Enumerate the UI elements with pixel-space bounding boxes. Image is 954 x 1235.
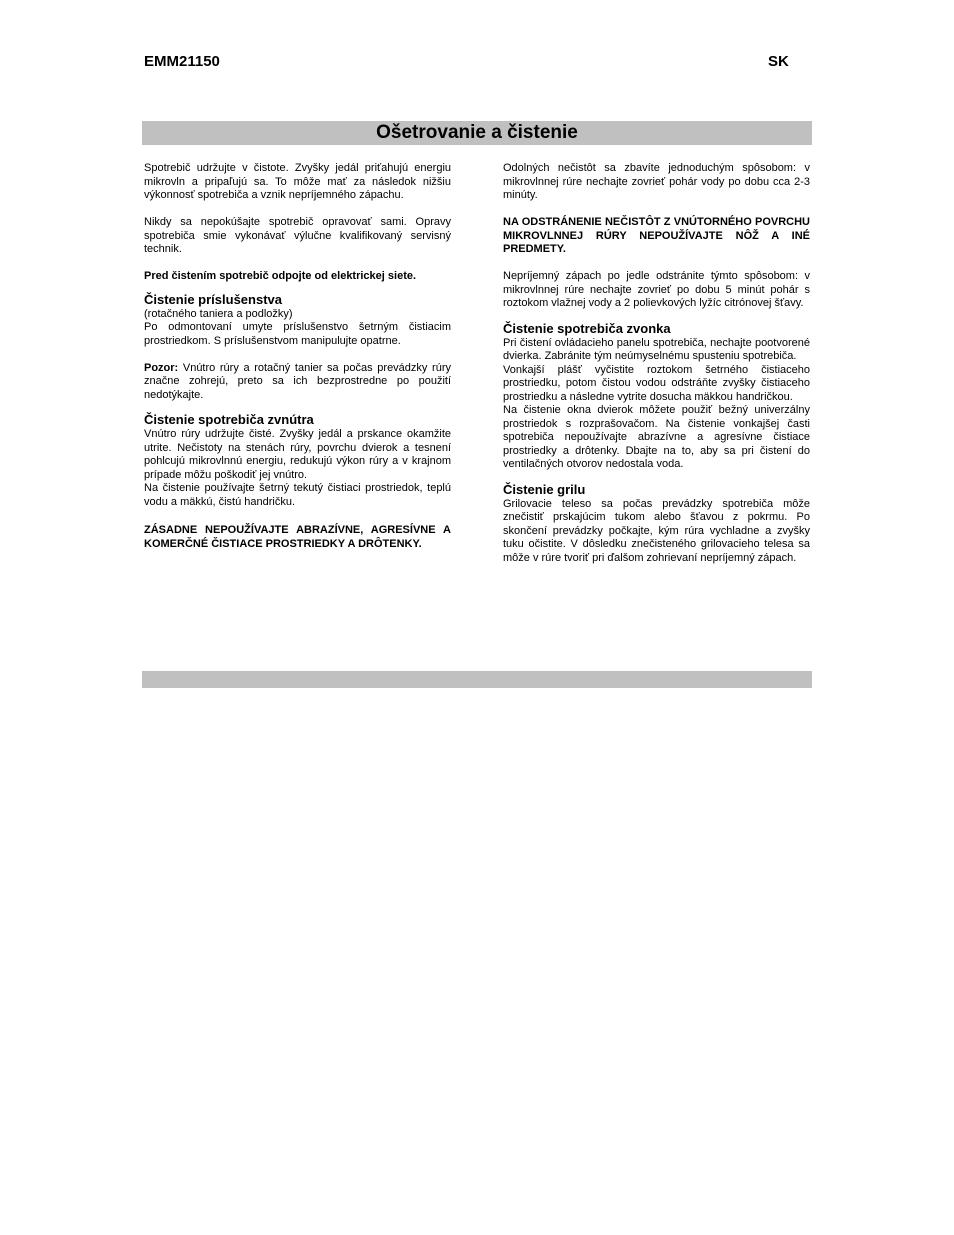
odor-paragraph: Nepríjemný zápach po jedle odstránite týmto spôsobom: v mikrovlnnej rúre nechajte zovrieť po dobu 5 minút pohár s roztokom vlažnej vody a 2 polievkových lyžíc citrónovej šťavy. <box>503 270 810 309</box>
door-window-paragraph: Na čistenie okna dvierok môžete použiť bežný univerzálny prostriedok s rozprašovačom. Na čistenie vonkajšej časti spotrebiča nepoužívajte abrazívne a agresívne čistiace prostriedky a drôtenky. Dbajte na to, aby sa pri čistení do ventilačných otvorov nedostala voda. <box>503 404 810 470</box>
page-title: Ošetrovanie a čistenie <box>376 122 578 143</box>
caution-paragraph <box>144 362 451 403</box>
heading-accessories-cleaning: Čistenie príslušenstva <box>144 291 282 307</box>
title-bar <box>142 121 812 145</box>
accessories-subtitle: (rotačného taniera a podložky) <box>144 307 293 320</box>
stubborn-dirt-paragraph: Odolných nečistôt sa zbavíte jednoduchým spôsobom: v mikrovlnnej rúre nechajte zovrieť pohár vody po dobu cca 2-3 minúty. <box>503 162 810 201</box>
accessories-paragraph: Po odmontovaní umyte príslušenstvo šetrným čistiacim prostriedkom. S príslušenstvom manipulujte opatrne. <box>144 321 451 347</box>
unplug-notice: Pred čistením spotrebič odpojte od elektrickej siete. <box>144 270 417 282</box>
interior-paragraph: Vnútro rúry udržujte čisté. Zvyšky jedál a prskance okamžite utrite. Nečistoty na stenách rúry, povrchu dvierok a tesnení pohlcujú mikrovlnnú energiu, redukujú výkon rúry a v krajnom prípade môžu poškodiť jej vnútro. <box>144 428 451 481</box>
model-number: EMM21150 <box>144 53 220 70</box>
right-column <box>503 162 810 565</box>
interior-detergent-paragraph: Na čistenie používajte šetrný tekutý čistiaci prostriedok, teplú vodu a mäkkú, čistú handričku. <box>144 482 451 508</box>
knife-warning: NA ODSTRÁNENIE NEČISTÔT Z VNÚTORNÉHO POVRCHU MIKROVLNNEJ RÚRY NEPOUŽÍVAJTE NÔŽ A INÉ PREDMETY. <box>503 216 810 255</box>
caution-label: Pozor: <box>144 361 179 374</box>
caution-text: Vnútro rúry a rotačný tanier sa počas prevádzky rúry značne zohrejú, preto sa ich bezprostredne po použití nedotýkajte. <box>144 361 451 401</box>
footer-bar <box>142 671 812 688</box>
heading-exterior-cleaning: Čistenie spotrebiča zvonka <box>503 320 671 336</box>
outer-casing-paragraph: Vonkajší plášť vyčistite roztokom šetrného čistiaceho prostriedku, potom čistou vodou odstráňte zvyšky čistiaceho prostriedku a následne vytrite dosucha mäkkou handričkou. <box>503 363 810 403</box>
intro-paragraph: Spotrebič udržujte v čistote. Zvyšky jedál priťahujú energiu mikrovln a pripaľujú sa. To môže mať za následok nižšiu výkonnosť spotrebiča a vznik nepríjemného zápachu. <box>144 162 451 201</box>
left-column <box>144 162 451 551</box>
repair-warning-paragraph: Nikdy sa nepokúšajte spotrebič opravovať sami. Opravy spotrebiča smie vykonávať výlučne kvalifikovaný servisný technik. <box>144 216 451 255</box>
grill-paragraph: Grilovacie teleso sa počas prevádzky spotrebiča môže znečistiť prskajúcim tukom alebo šťavou z pokrmu. Po skončení prevádzky počkajte, kým rúra vychladne a zvyšky tuku očistite. V dôsledku znečisteného grilovacieho telesa sa môže v rúre tvoriť pri ďalšom zohrievaní nepríjemný zápach. <box>503 497 810 564</box>
heading-grill-cleaning: Čistenie grilu <box>503 481 586 497</box>
abrasive-warning: ZÁSADNE NEPOUŽÍVAJTE ABRAZÍVNE, AGRESÍVNE A KOMERČNÉ ČISTIACE PROSTRIEDKY A DRÔTENKY. <box>144 524 451 550</box>
control-panel-paragraph: Pri čistení ovládacieho panelu spotrebiča, nechajte pootvorené dvierka. Zabránite tým neúmyselnému spusteniu spotrebiča. <box>503 336 810 362</box>
heading-interior-cleaning: Čistenie spotrebiča zvnútra <box>144 412 314 427</box>
language-code: SK <box>768 53 789 70</box>
